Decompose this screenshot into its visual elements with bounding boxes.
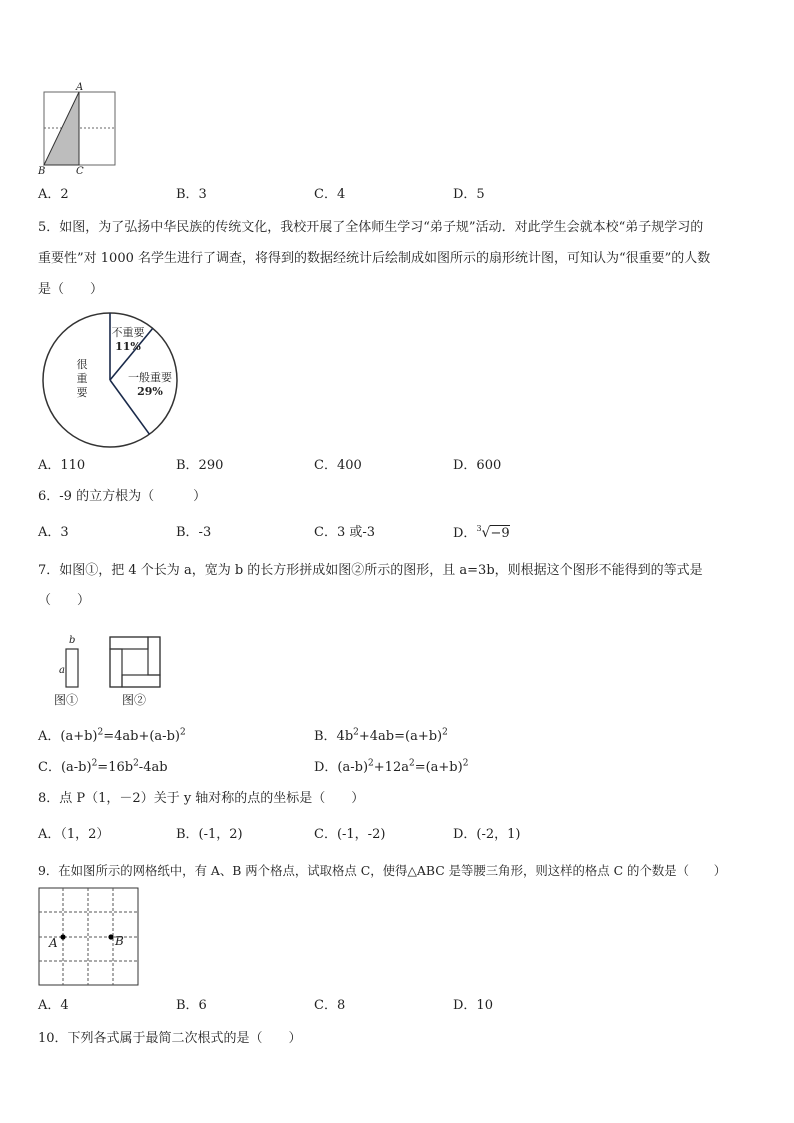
q4-option-a: A．2 <box>38 187 69 202</box>
q7-option-a: A．$(a+b)^2=4ab+(a-b)^2$ <box>38 727 186 744</box>
q5-stem-line2: 重要性”对 1000 名学生进行了调查，将得到的数据经统计后绘制成如图所示的扇形统计图，可知认为“很重要”的人数 <box>38 251 711 266</box>
pie-label-very-important <box>74 358 90 400</box>
q8-option-d: D．(-2，1) <box>453 827 521 842</box>
vertex-b-label: B <box>38 166 46 177</box>
q7-option-b: B．$4b^2+4ab=(a+b)^2$ <box>314 727 448 744</box>
q4-option-c: C．4 <box>314 187 346 202</box>
pie-label-somewhat-important-percent: 29% <box>137 385 163 398</box>
q7-stem-line1: 7．如图①，把 4 个长为 a，宽为 b 的长方形拼成如图②所示的图形，且 a=3b，则根据这个图形不能得到的等式是 <box>38 563 703 578</box>
q6-option-c: C．3 或-3 <box>314 525 376 540</box>
fig2-caption: 图② <box>122 693 147 707</box>
pie-label-very-important-char1: 很 <box>76 358 88 371</box>
pie-label-somewhat-important-text: 一般重要 <box>128 371 172 384</box>
q9-stem: 9．在如图所示的网格纸中，有 A、B 两个格点，试取格点 C，使得△ABC 是等腰三角形，则这样的格点 C 的个数是（ ） <box>38 863 727 878</box>
lattice-point-a-label: A <box>49 936 58 950</box>
lattice-point-b-label: B <box>115 934 124 948</box>
pie-label-not-important-percent: 11% <box>115 340 141 353</box>
q8-stem: 8．点 P（1，－2）关于 y 轴对称的点的坐标是（ ） <box>38 791 365 806</box>
rect-left <box>110 649 122 687</box>
cube-root-radicand: −9 <box>490 526 510 541</box>
q9-option-d: D．10 <box>453 998 493 1013</box>
q5-option-d: D．600 <box>453 458 502 473</box>
q9-option-b: B．6 <box>176 998 207 1013</box>
q9-option-c: C．8 <box>314 998 346 1013</box>
pie-label-not-important-text: 不重要 <box>111 326 145 339</box>
vertex-a-label: A <box>76 82 84 93</box>
q5-option-b: B．290 <box>176 458 224 473</box>
rect-bottom <box>122 675 160 687</box>
vertex-c-label: C <box>76 166 84 177</box>
fig1-b-label: b <box>69 635 76 646</box>
q5-stem-line1: 5．如图，为了弘扬中华民族的传统文化，我校开展了全体师生学习“弟子规”活动．对此学生会就本校“弟子规学习的 <box>38 220 704 235</box>
q8-option-b: B．(-1，2) <box>176 827 243 842</box>
pie-label-very-important-char3: 要 <box>76 386 88 399</box>
q5-stem-line3: 是（ ） <box>38 282 104 297</box>
fig1-caption: 图① <box>54 693 79 707</box>
q6-stem: 6．-9 的立方根为（ ） <box>38 489 207 504</box>
q9-option-a: A．4 <box>38 998 69 1013</box>
q6-option-a: A．3 <box>38 525 69 540</box>
q7-option-d: D．$(a-b)^2+12a^2=(a+b)^2$ <box>314 758 469 775</box>
q10-stem: 10．下列各式属于最简二次根式的是（ ） <box>38 1031 302 1046</box>
q6-option-d <box>453 524 510 544</box>
cube-root-index: 3 <box>476 524 482 533</box>
lattice-point-b <box>108 934 113 939</box>
square-figure-2 <box>108 635 164 691</box>
q7-stem-line2: （ ） <box>38 593 91 608</box>
q6-option-d-label: D． <box>453 526 477 541</box>
q6-option-b: B．-3 <box>176 525 212 540</box>
q8-option-a: A．（1，2） <box>38 827 110 842</box>
q5-option-c: C．400 <box>314 458 362 473</box>
radical-sign-icon: √ <box>481 525 491 541</box>
triangle-grid-figure <box>38 82 120 177</box>
outer-square <box>110 637 160 687</box>
q4-option-b: B．3 <box>176 187 207 202</box>
rect-top <box>110 637 148 649</box>
lattice-point-a <box>60 934 65 939</box>
q7-option-c: C．$(a-b)^2=16b^2-4ab$ <box>38 758 168 775</box>
q4-option-d: D．5 <box>453 187 485 202</box>
q5-option-a: A．110 <box>38 458 86 473</box>
pie-label-not-important <box>106 326 150 354</box>
pie-label-very-important-char2: 重 <box>76 372 88 385</box>
fig1-a-label: a <box>59 665 65 676</box>
pie-label-somewhat-important <box>122 371 178 399</box>
q8-option-c: C．(-1，-2) <box>314 827 386 842</box>
rect-right <box>148 637 160 675</box>
single-rectangle <box>66 649 78 687</box>
